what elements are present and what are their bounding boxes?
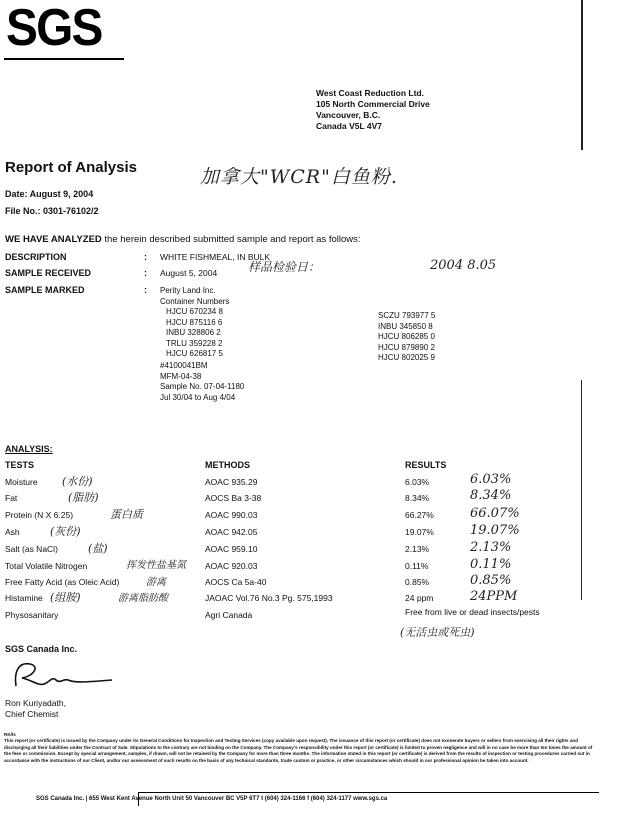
handwritten-test: 游离 bbox=[146, 577, 166, 588]
test-method: Agri Canada bbox=[205, 610, 253, 620]
intro-sentence bbox=[5, 234, 361, 245]
test-method: AOCS Ca 5a-40 bbox=[205, 577, 267, 587]
container-number: HJCU 806285 0 bbox=[378, 332, 435, 341]
container-number: SCZU 793977 5 bbox=[378, 311, 436, 320]
test-name: Protein (N X 6.25) bbox=[5, 510, 74, 520]
signature bbox=[8, 658, 118, 697]
container-number: HJCU 626817 5 bbox=[166, 349, 223, 358]
signer-block bbox=[5, 698, 66, 720]
test-name: Free Fatty Acid (as Oleic Acid) bbox=[5, 577, 120, 587]
right-edge-rule-lower bbox=[581, 380, 582, 600]
analysis-heading: ANALYSIS: bbox=[5, 444, 53, 454]
test-method: AOAC 935.29 bbox=[205, 477, 258, 487]
signer-title: Chief Chemist bbox=[5, 709, 59, 719]
test-name: Salt (as NaCl) bbox=[5, 544, 58, 554]
test-name: Fat bbox=[5, 493, 18, 503]
intro-rest: the herein described submitted sample and report as follows: bbox=[104, 234, 361, 245]
test-method: AOAC 942.05 bbox=[205, 527, 258, 537]
marking-extra-line: #4100041BM bbox=[160, 361, 208, 370]
test-method: AOAC 990.03 bbox=[205, 510, 258, 520]
marking-extra-line: Sample No. 07-04-1180 bbox=[160, 382, 245, 391]
marking-extra-line: MFM-04-38 bbox=[160, 371, 202, 381]
footer-contact: SGS Canada Inc. | 655 West Kent Avenue North Unit 50 Vancouver BC V5P 6T7 t (604) 324-1166 f (604) 324-1177 www.sgs.ca bbox=[36, 796, 388, 802]
right-edge-rule bbox=[581, 0, 583, 150]
colon-1: : bbox=[144, 252, 147, 262]
container-number: HJCU 875116 6 bbox=[166, 317, 223, 327]
test-name: Ash bbox=[5, 527, 20, 537]
handwritten-result: 24PPM bbox=[470, 589, 518, 604]
handwritten-received-date: 2004 8.05 bbox=[430, 258, 497, 273]
report-title: Report of Analysis bbox=[5, 159, 137, 176]
received-value: August 5, 2004 bbox=[160, 268, 218, 278]
test-method: JAOAC Vol.76 No.3 Pg. 575,1993 bbox=[205, 593, 333, 603]
fineprint-label: RK/ls bbox=[4, 732, 16, 737]
handwritten-test: (盐) bbox=[88, 542, 108, 555]
results-header: RESULTS bbox=[405, 460, 447, 470]
handwritten-result: 8.34% bbox=[470, 488, 512, 503]
handwritten-result: 19.07% bbox=[470, 523, 520, 538]
description-label: DESCRIPTION bbox=[5, 252, 67, 262]
handwritten-test: (脂肪) bbox=[68, 491, 99, 504]
test-result: 8.34% bbox=[405, 493, 430, 503]
test-method: AOAC 920.03 bbox=[205, 561, 258, 571]
test-result: 0.85% bbox=[405, 577, 430, 587]
marking-line1: Perity Land Inc. bbox=[160, 286, 216, 295]
received-label: SAMPLE RECEIVED bbox=[5, 268, 92, 278]
methods-header: METHODS bbox=[205, 460, 250, 470]
test-name: Total Volatile Nitrogen bbox=[5, 561, 88, 571]
address-country: Canada V5L 4V7 bbox=[316, 121, 382, 131]
address-street: 105 North Commercial Drive bbox=[316, 99, 430, 109]
signature-company: SGS Canada Inc. bbox=[5, 644, 78, 654]
fineprint-text: This report (or certificate) is issued by the Company under its General Conditions for Inspection and Testing Services (copy available upon request). The issuance of this report (or certificate) does not exonerate buyers or sellers from exercising all their rights and discharging all their liabilities under the Contract of Sale. Stipulations to the contrary are not binding on the Company. The Company's responsibility under this report (or certificate) is limited to proven negligence and will in no case be more than ten times the amount of the fees or commission. Except by special arrangement, samples, if drawn, will not be retained by the Company for more than three months. The information stated in this report (or certificate) is derived from the results of inspection or testing procedures carried out in accordance with the instructions of our Client, and/or our assessment of such results on the basis of any technical standards, trade custom or practice, or other circumstances which should in our professional opinion be taken into account. bbox=[4, 738, 593, 763]
container-number: HJCU 879890 2 bbox=[378, 342, 435, 352]
handwritten-result: 66.07% bbox=[470, 506, 520, 521]
colon-3: : bbox=[144, 285, 147, 295]
report-date: Date: August 9, 2004 bbox=[5, 189, 94, 199]
test-name: Moisture bbox=[5, 477, 38, 487]
marking-line2: Container Numbers bbox=[160, 296, 230, 306]
handwritten-histamine-note: 游离脂肪酸 bbox=[118, 593, 168, 604]
address-city: Vancouver, B.C. bbox=[316, 110, 381, 120]
file-number: File No.: 0301-76102/2 bbox=[5, 206, 99, 216]
handwritten-result: 6.03% bbox=[470, 472, 512, 487]
sample-marking bbox=[160, 286, 229, 307]
test-result: 6.03% bbox=[405, 477, 430, 487]
containers-left bbox=[166, 307, 223, 360]
logo-underline bbox=[4, 58, 124, 60]
test-name: Histamine bbox=[5, 593, 43, 603]
handwritten-received: 样品检验日： bbox=[248, 260, 321, 274]
test-result: Free from live or dead insects/pests bbox=[405, 607, 540, 617]
test-method: AOCS Ba 3-38 bbox=[205, 493, 262, 503]
marked-label: SAMPLE MARKED bbox=[5, 285, 85, 295]
signer-name: Ron Kuriyadath, bbox=[5, 698, 66, 708]
address-company: West Coast Reduction Ltd. bbox=[316, 88, 424, 98]
container-number: INBU 328806 2 bbox=[166, 328, 221, 337]
marking-extra bbox=[160, 361, 244, 403]
containers-right bbox=[378, 311, 435, 364]
test-result: 2.13% bbox=[405, 544, 430, 554]
handwritten-result: 2.13% bbox=[470, 540, 512, 555]
test-result: 0.11% bbox=[405, 561, 429, 571]
sgs-logo: SGS bbox=[6, 0, 102, 57]
test-method: AOAC 959.10 bbox=[205, 544, 258, 554]
colon-2: : bbox=[144, 268, 147, 278]
test-result: 19.07% bbox=[405, 527, 434, 537]
test-result: 66.27% bbox=[405, 510, 434, 520]
handwritten-result: 0.11% bbox=[470, 557, 512, 572]
handwritten-test: (组胺) bbox=[50, 591, 81, 604]
handwritten-title: 加拿大"WCR"白鱼粉. bbox=[200, 166, 398, 188]
container-number: INBU 345850 8 bbox=[378, 321, 433, 331]
handwritten-result: 0.85% bbox=[470, 573, 512, 588]
tests-header: TESTS bbox=[5, 460, 35, 470]
container-number: HJCU 670234 8 bbox=[166, 307, 223, 316]
intro-bold: WE HAVE ANALYZED bbox=[5, 234, 102, 245]
handwritten-test: 挥发性盐基氮 bbox=[126, 560, 186, 571]
terms-fineprint bbox=[4, 732, 596, 764]
marking-extra-line: Jul 30/04 to Aug 4/04 bbox=[160, 392, 236, 402]
container-number: TRLU 359228 2 bbox=[166, 338, 223, 348]
recipient-address bbox=[316, 88, 430, 132]
handwritten-pest-note: (无活虫或死虫) bbox=[400, 626, 475, 639]
description-value: WHITE FISHMEAL, IN BULK bbox=[160, 252, 271, 262]
handwritten-test: (灰份) bbox=[50, 525, 81, 538]
test-result: 24 ppm bbox=[405, 593, 434, 603]
signature-scribble bbox=[8, 658, 118, 692]
handwritten-test: 蛋白质 bbox=[110, 508, 143, 521]
test-name: Physosanitary bbox=[5, 610, 59, 620]
handwritten-test: (水份) bbox=[62, 475, 93, 488]
container-number: HJCU 802025 9 bbox=[378, 353, 435, 362]
